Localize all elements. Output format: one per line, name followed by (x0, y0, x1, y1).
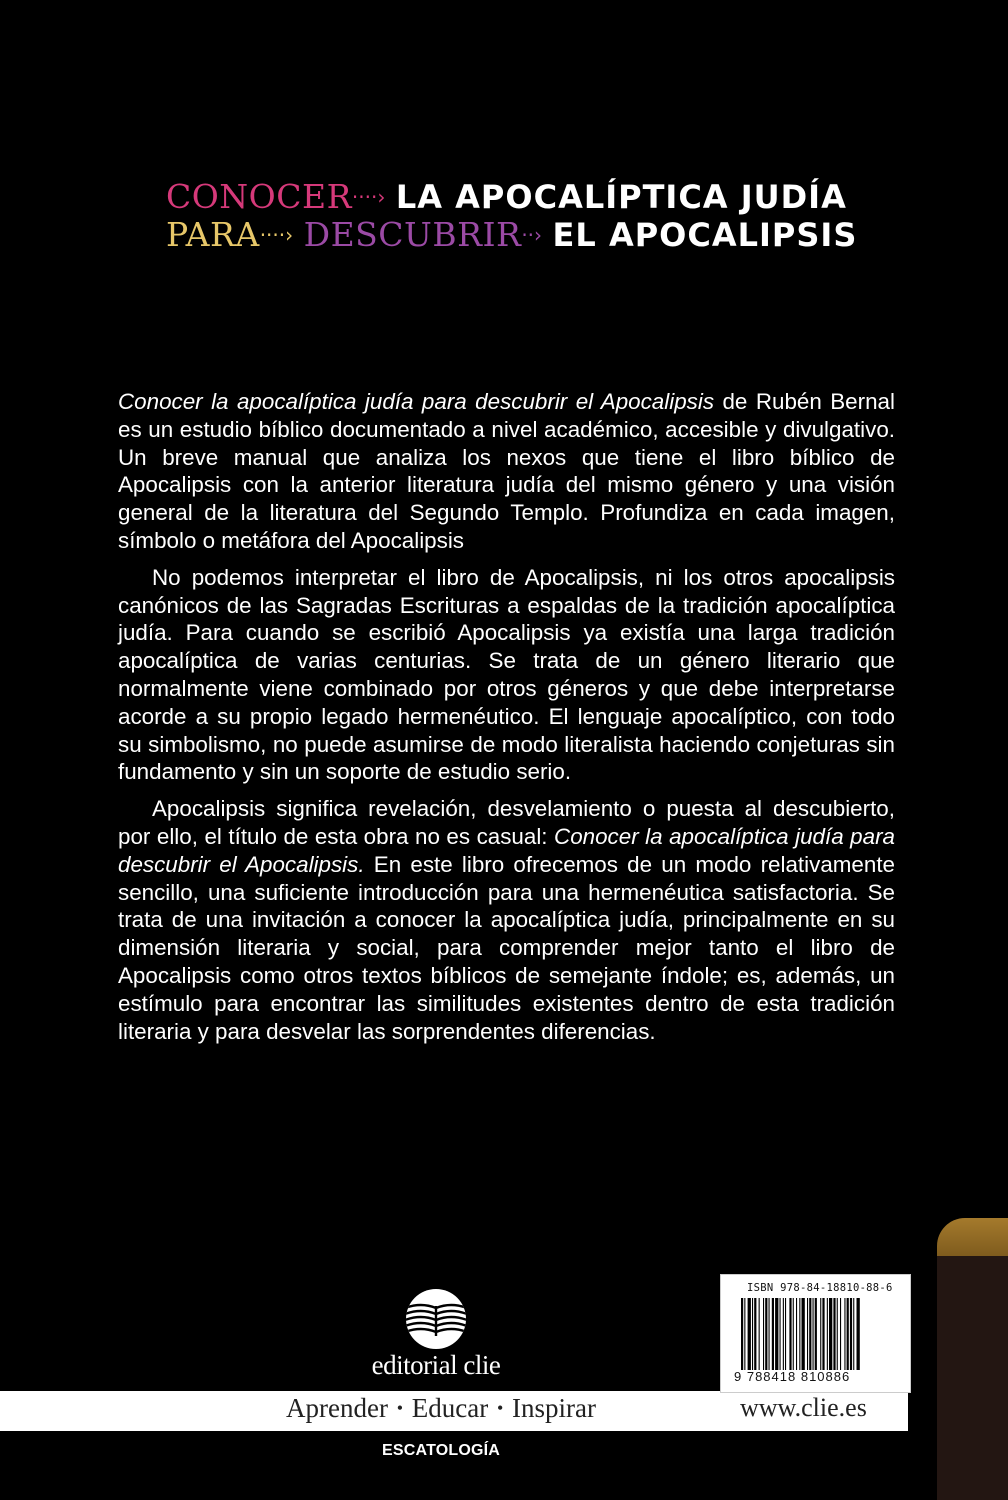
barcode-bar (827, 1298, 828, 1370)
spine-edge (937, 1256, 1008, 1500)
title-line-1 (166, 178, 866, 216)
barcode-bar (822, 1298, 824, 1370)
tagline-word: Inspirar (512, 1393, 596, 1423)
paragraph-3-start: Apocalipsis significa revelación, desvelamiento o puesta al descubierto, por ello, el título de esta obra no es casual: (118, 796, 895, 849)
barcode-bar (783, 1298, 784, 1370)
barcode-bar (785, 1298, 786, 1370)
paragraph-1 (118, 388, 895, 555)
bullet-separator: • (396, 1398, 404, 1418)
barcode-bar (748, 1298, 751, 1370)
paragraph-2: No podemos interpretar el libro de Apocalipsis, ni los otros apocalipsis canónicos de las Sagradas Escrituras a espaldas de la tradición apocalíptica judía. Para cuando se escribió Apocalipsis ya existía una larga tradición apocalíptica de varias centurias. Se trata de un género literario que normalmente viene combinado por otros géneros y que debe interpretarse acorde a su propio legado hermenéutico. El lenguaje apocalíptico, con todo su simbolismo, no puede asumirse de modo literalista haciendo conjeturas sin fundamento y sin un soporte de estudio serio. (118, 564, 895, 785)
title-line-2 (166, 216, 866, 254)
barcode-bar (850, 1298, 852, 1370)
dotted-arrow-icon: ····› (351, 185, 386, 209)
dotted-arrow-icon: ····› (259, 223, 294, 247)
barcode-bar (769, 1298, 770, 1370)
barcode-bar (780, 1298, 781, 1370)
title-bold-apocalipsis: EL APOCALIPSIS (552, 216, 858, 254)
barcode-bar (799, 1298, 800, 1370)
title-bold-apocaliptica: LA APOCALÍPTICA JUDÍA (395, 178, 847, 216)
title-word-para: PARA (166, 215, 260, 254)
spine-gold-tab (937, 1218, 1008, 1258)
barcode-bar (802, 1298, 805, 1370)
title-word-conocer: CONOCER (166, 177, 352, 216)
barcode-bar (840, 1298, 841, 1370)
barcode-bar (744, 1298, 745, 1370)
book-category: ESCATOLOGÍA (382, 1442, 501, 1459)
barcode-bar (793, 1298, 794, 1370)
barcode-bar (807, 1298, 808, 1370)
barcode-bar (752, 1298, 753, 1370)
barcode-bar (815, 1298, 817, 1370)
barcode-bar (837, 1298, 838, 1370)
barcode-bar (844, 1298, 845, 1370)
back-cover-description (118, 388, 895, 1054)
publisher-name: editorial clie (371, 1350, 501, 1380)
barcode-bar (763, 1298, 764, 1370)
cover-title (166, 178, 866, 254)
tagline-word: Aprender (286, 1393, 388, 1423)
barcode-bar (809, 1298, 811, 1370)
paragraph-1-text: de Rubén Bernal es un estudio bíblico documentado a nivel académico, accesible y divulgativo. Un breve manual que analiza los nexos que tiene el libro bíblico de Apocalipsis con la anterior literatura judía del mismo género y una visión general de la literatura del Segundo Templo. Profundiza en cada imagen, símbolo o metáfora del Apocalipsis (118, 389, 895, 553)
book-title-italic: Conocer la apocalíptica judía para descubrir el Apocalipsis (118, 389, 715, 414)
tagline-word: Educar (411, 1393, 489, 1423)
barcode-icon (741, 1298, 897, 1370)
paragraph-3 (118, 795, 895, 1045)
title-word-descubrir: DESCUBRIR (303, 215, 522, 254)
bullet-separator: • (496, 1398, 504, 1418)
barcode-bar (857, 1298, 860, 1370)
open-book-globe-icon (405, 1288, 467, 1350)
barcode-bar (829, 1298, 832, 1370)
barcode-bar (789, 1298, 791, 1370)
publisher-tagline (286, 1393, 596, 1424)
barcode-bar (853, 1298, 854, 1370)
isbn-label: ISBN 978-84-18810-88-6 (747, 1282, 893, 1294)
barcode-bar (772, 1298, 774, 1370)
paragraph-3-rest: En este libro ofrecemos de un modo relativamente sencillo, una suficiente introducción para una hermenéutica satisfactoria. Se trata de una invitación a conocer la apocalíptica judía, principalmente en su dimensión literaria y social, para comprender mejor tanto el libro de Apocalipsis como otros textos bíblicos de semejante índole; es, además, un estímulo para encontrar las similitudes existentes dentro de esta tradición literaria y para desvelar las sorprendentes diferencias. (118, 851, 895, 1044)
barcode-bar (775, 1298, 778, 1370)
barcode-bar (833, 1298, 835, 1370)
barcode-bar (847, 1298, 849, 1370)
dotted-arrow-icon: ··› (521, 223, 543, 247)
barcode-bar (741, 1298, 743, 1370)
book-title-italic: Conocer la apocalíptica judía para descubrir el Apocalipsis. (118, 823, 895, 877)
barcode-bar (765, 1298, 767, 1370)
barcode-number: 9 788418 810886 (734, 1369, 851, 1384)
barcode-bar (796, 1298, 797, 1370)
barcode-bar (759, 1298, 760, 1370)
barcode-bar (813, 1298, 814, 1370)
barcode-bar (754, 1298, 756, 1370)
barcode-bar (820, 1298, 821, 1370)
publisher-website: www.clie.es (740, 1393, 867, 1422)
